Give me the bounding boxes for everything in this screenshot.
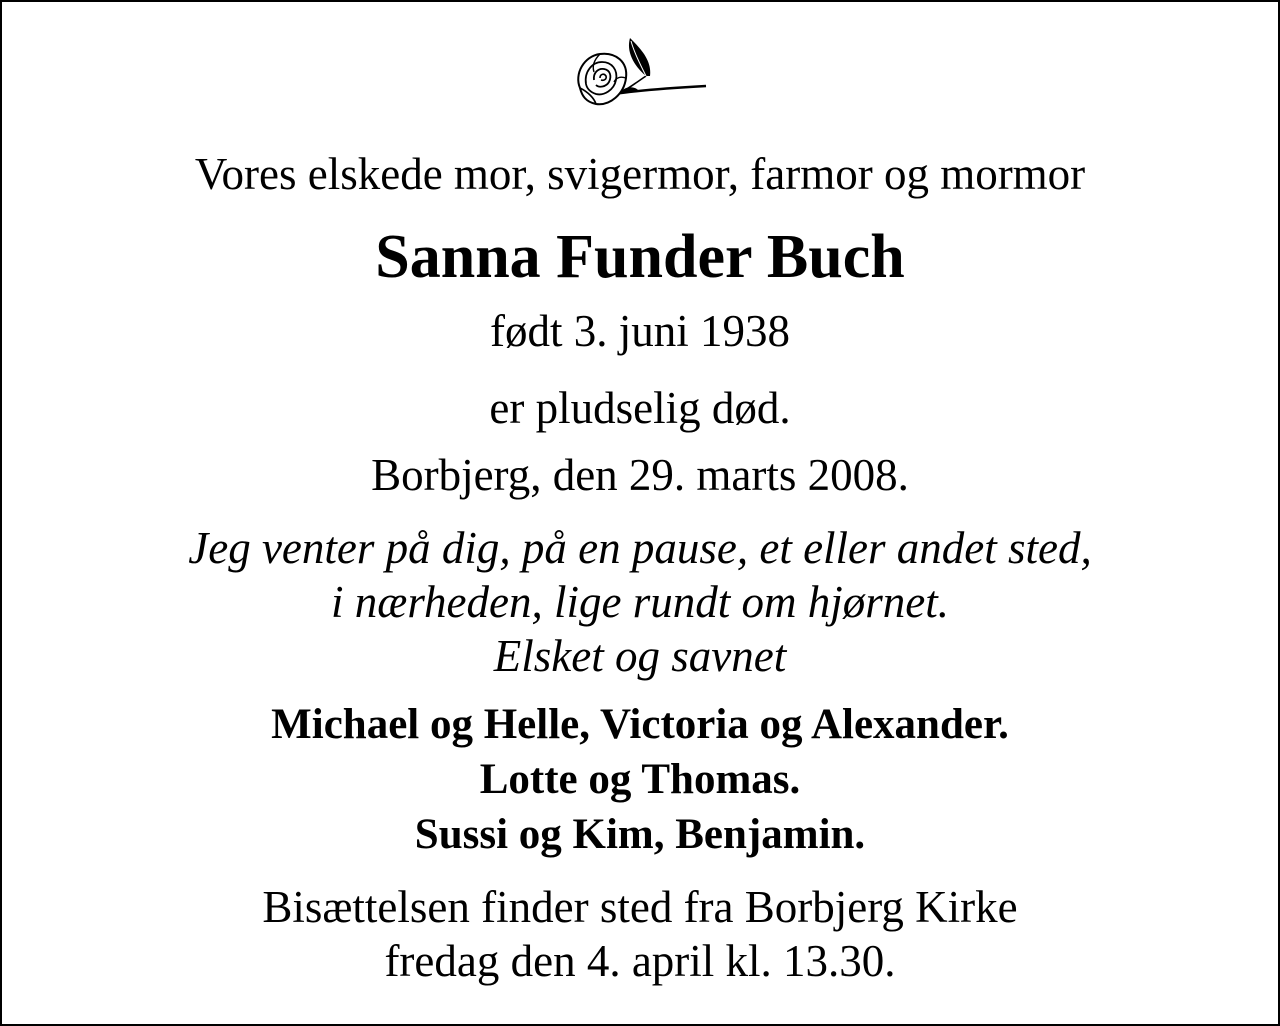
notice-intro: Vores elskede mor, svigermor, farmor og mormor <box>194 149 1086 199</box>
verse-line: i nærheden, lige rundt om hjørnet. <box>331 577 949 627</box>
family-line: Michael og Helle, Victoria og Alexander. <box>271 701 1009 748</box>
deceased-name: Sanna Funder Buch <box>375 223 905 291</box>
family-line: Lotte og Thomas. <box>479 756 801 803</box>
verse-line: Jeg venter på dig, på en pause, et eller andet sted, <box>188 523 1092 573</box>
place-date: Borbjerg, den 29. marts 2008. <box>371 450 909 500</box>
service-info: Bisættelsen finder sted fra Borbjerg Kirke <box>262 882 1018 932</box>
death-statement: er pludselig død. <box>489 383 791 433</box>
birth-date: født 3. juni 1938 <box>490 306 790 356</box>
rose-icon <box>570 36 710 120</box>
verse-line: Elsket og savnet <box>493 631 787 681</box>
family-line: Sussi og Kim, Benjamin. <box>414 811 866 858</box>
service-info: fredag den 4. april kl. 13.30. <box>384 936 896 986</box>
